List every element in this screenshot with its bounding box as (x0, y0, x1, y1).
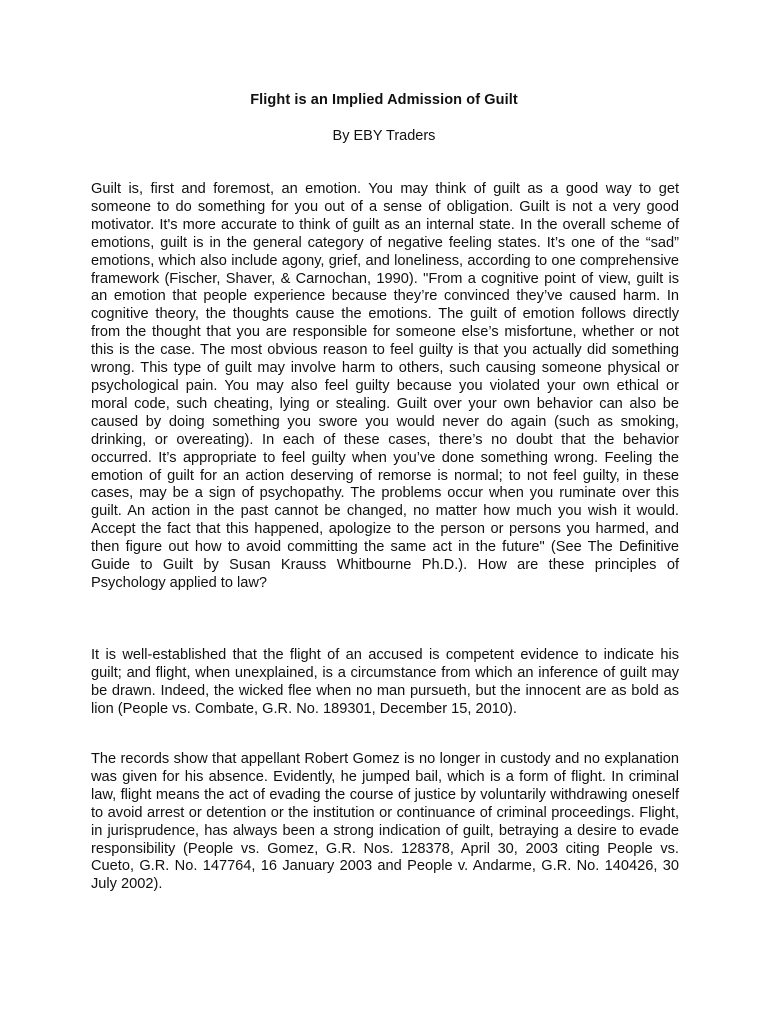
paragraph-guilt-emotion: Guilt is, first and foremost, an emotion. You may think of guilt as a good way to get someone to do something for you out of a sense of obligation. Guilt is not a very good motivator. It's more accurate to think of guilt as an internal state. In the overall scheme of emotions, guilt is in the general category of negative feeling states. It’s one of the “sad” emotions, which also include agony, grief, and loneliness, according to one comprehensive framework (Fischer, Shaver, & Carnochan, 1990). "From a cognitive point of view, guilt is an emotion that people experience because they’re convinced they’ve caused harm. In cognitive theory, the thoughts cause the emotions. The guilt of emotion follows directly from the thought that you are responsible for someone else’s misfortune, whether or not this is the case. The most obvious reason to feel guilty is that you actually did something wrong. This type of guilt may involve harm to others, such causing someone physical or psychological pain. You may also feel guilty because you violated your own ethical or moral code, such cheating, lying or stealing. Guilt over your own behavior can also be caused by doing something you swore you would never do again (such as smoking, drinking, or overeating). In each of these cases, there’s no doubt that the behavior occurred. It’s appropriate to feel guilty when you’ve done something wrong. Feeling the emotion of guilt for an action deserving of remorse is normal; to not feel guilty, in these cases, may be a sign of psychopathy. The problems occur when you ruminate over this guilt. An action in the past cannot be changed, no matter how much you wish it would. Accept the fact that this happened, apologize to the person or persons you harmed, and then figure out how to avoid committing the same act in the future" (See The Definitive Guide to Guilt by Susan Krauss Whitbourne Ph.D.). How are these principles of Psychology applied to law? (91, 181, 679, 591)
document-byline: By EBY Traders (332, 128, 436, 144)
document-title: Flight is an Implied Admission of Guilt (250, 92, 518, 108)
paragraph-flight-evidence: It is well-established that the flight of an accused is competent evidence to indicate his guilt; and flight, when unexplained, is a circumstance from which an inference of guilt may be drawn. Indeed, the wicked flee when no man pursueth, but the innocent are as bold as lion (People vs. Combate, G.R. No. 189301, December 15, 2010). (91, 647, 679, 717)
paragraph-gomez-case: The records show that appellant Robert Gomez is no longer in custody and no explanation was given for his absence. Evidently, he jumped bail, which is a form of flight. In criminal law, flight means the act of evading the course of justice by voluntarily withdrawing oneself to avoid arrest or detention or the institution or continuance of criminal proceedings. Flight, in jurisprudence, has always been a strong indication of guilt, betraying a desire to evade responsibility (People vs. Gomez, G.R. Nos. 128378, April 30, 2003 citing People vs. Cueto, G.R. No. 147764, 16 January 2003 and People v. Andarme, G.R. No. 140426, 30 July 2002). (91, 751, 679, 893)
